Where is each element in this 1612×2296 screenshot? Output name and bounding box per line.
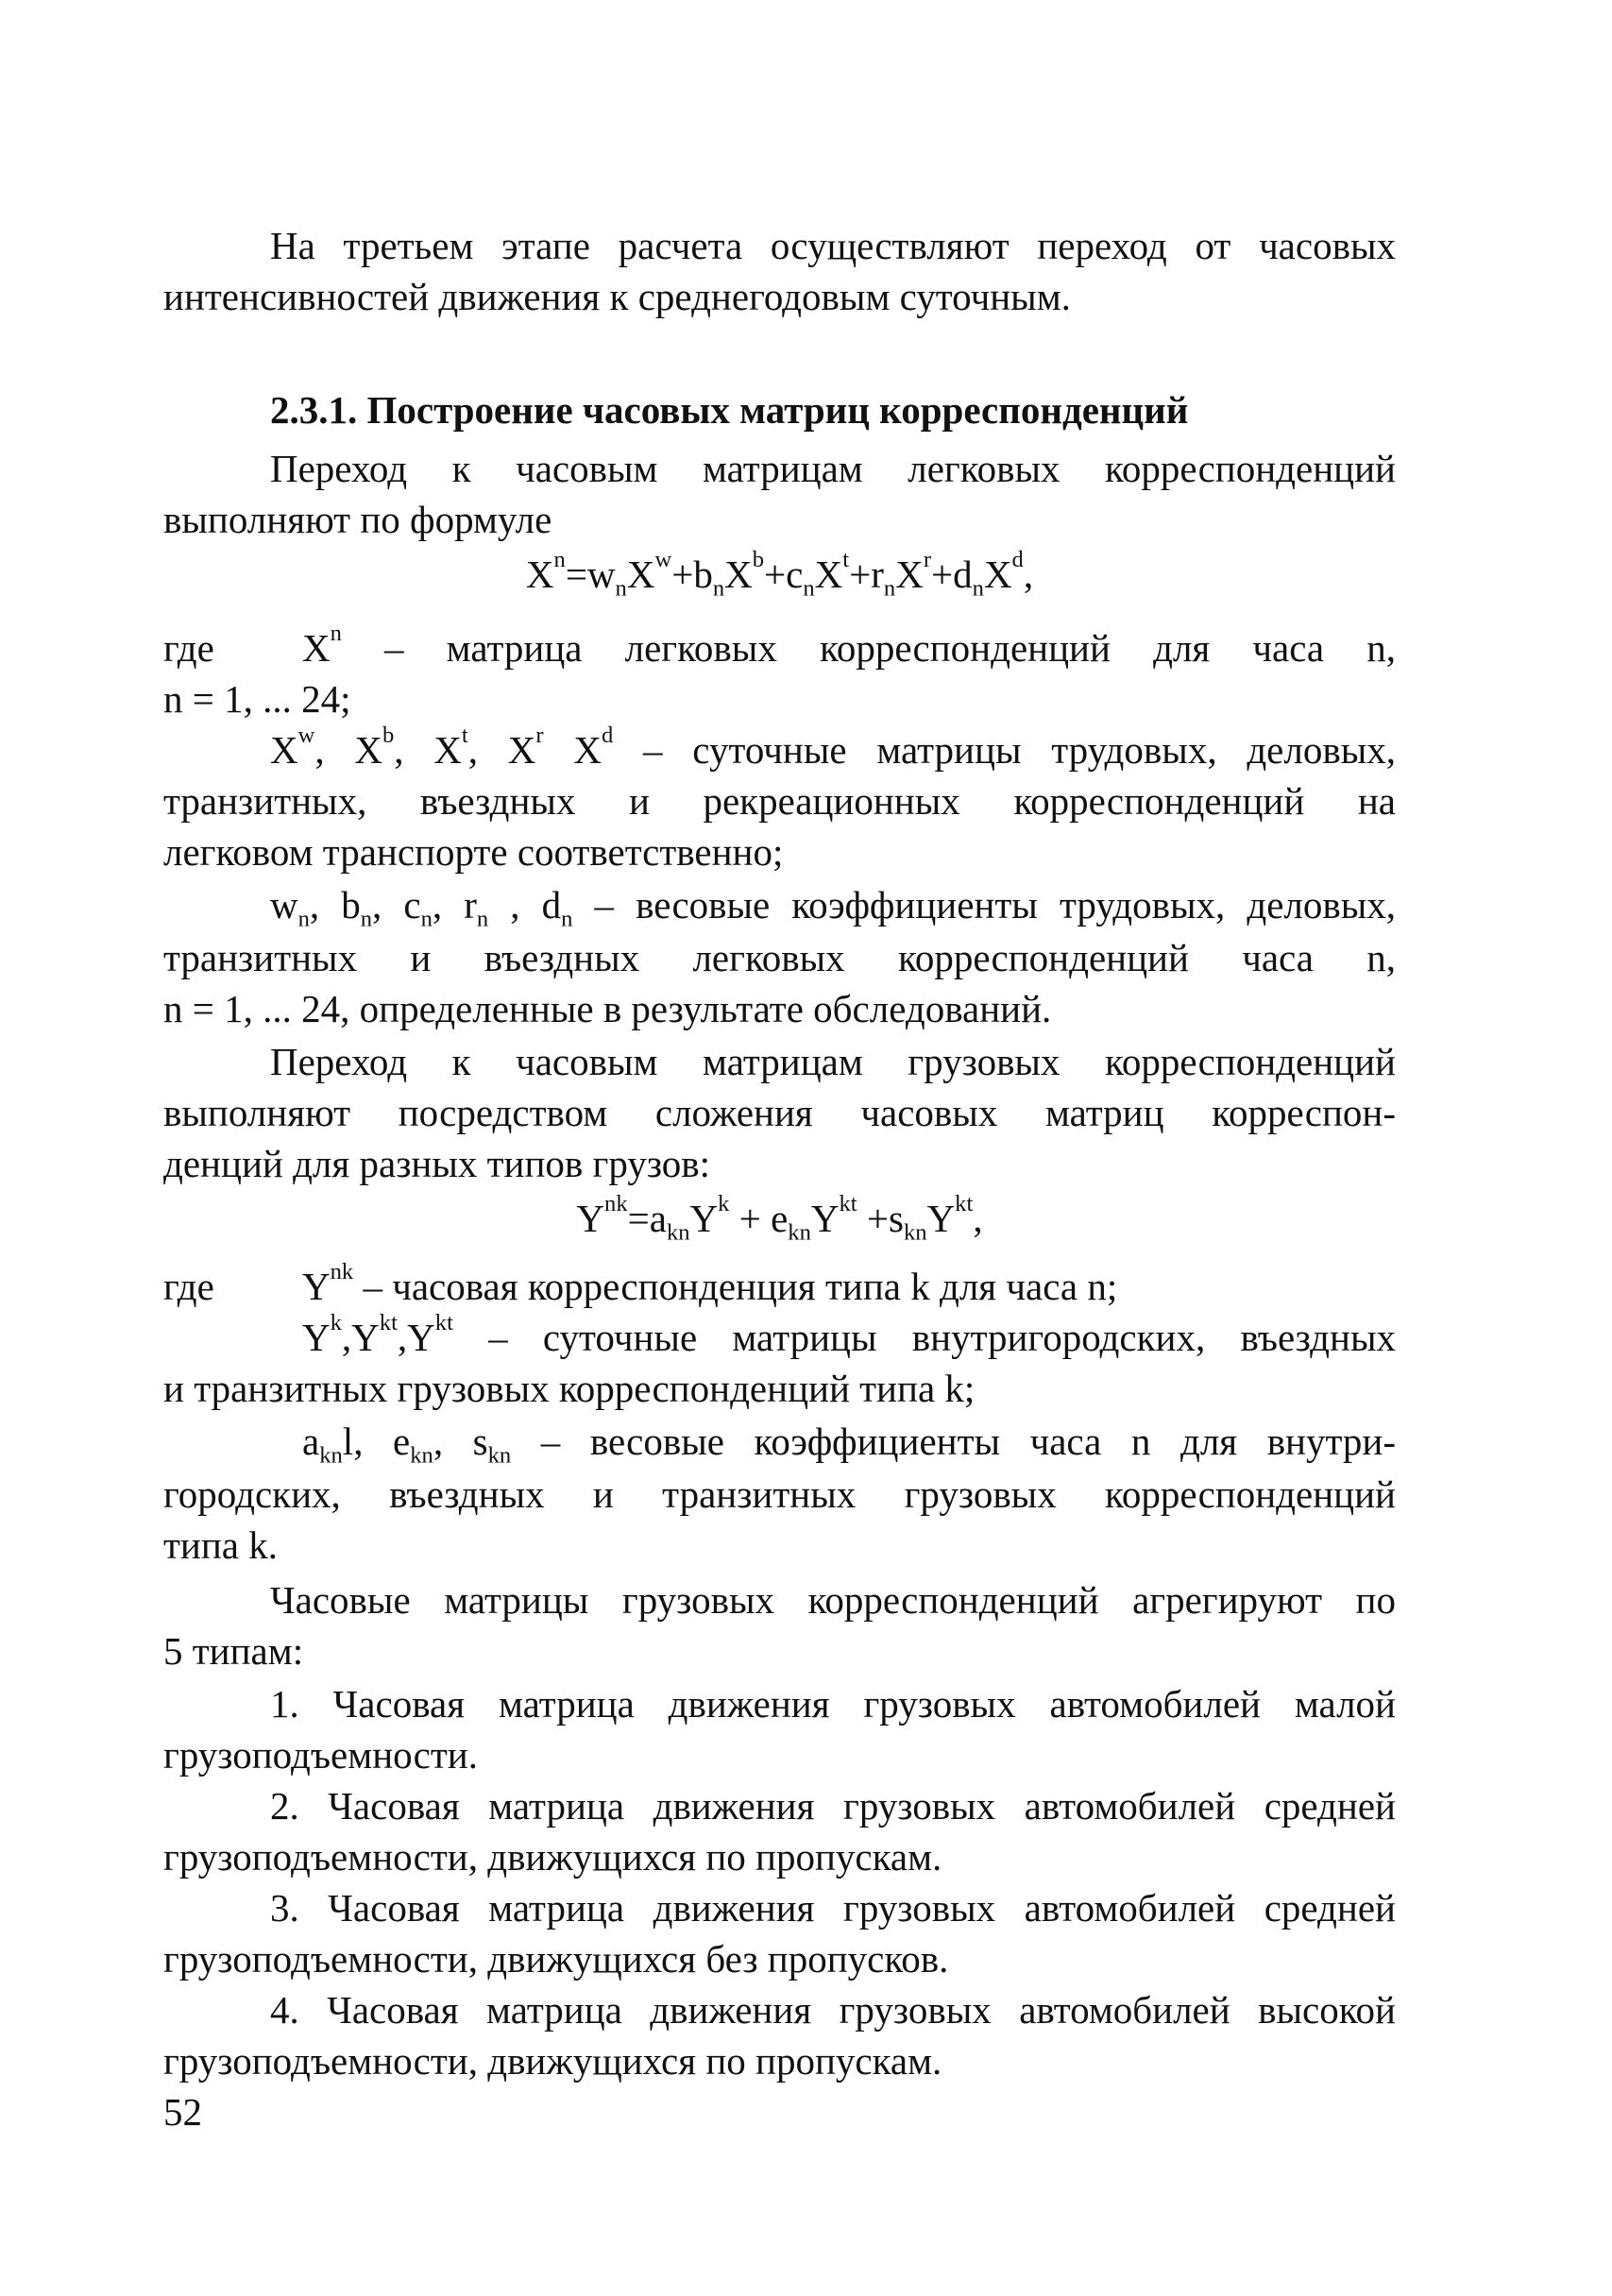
definition-line: транзитных и въездных легковых корреспонденций часа n, — [163, 936, 1396, 979]
definition-line: типа k. — [163, 1523, 278, 1567]
definition-line: n = 1, ... 24, определенные в результате обследований. — [163, 987, 1052, 1030]
formula-light: $X^n=w_nX^w+b_nX^b+c_nX^t+r_nX^r+d_nX^d$, — [525, 546, 1034, 602]
formula-freight: $Y^{nk}=a_{kn}Y^k + e_{kn}Y^{kt} +s_{kn}Y^{kt}$, — [576, 1190, 983, 1246]
paragraph-line: выполняют по формуле — [163, 498, 552, 541]
list-item: 3. Часовая матрица движения грузовых автомобилей средней — [270, 1886, 1396, 1930]
definition-line: $Y^{nk}$ – часовая корреспонденция типа k для часа n; — [302, 1258, 1118, 1308]
where-label: где — [163, 1265, 214, 1308]
paragraph-line: денций для разных типов грузов: — [163, 1142, 711, 1185]
paragraph-line: Переход к часовым матрицам грузовых корреспонденций — [270, 1040, 1396, 1083]
section-heading: 2.3.1. Построение часовых матриц корреспонденций — [270, 388, 1189, 432]
definition-line: $a_{kn}l$, $e_{kn}$, $s_{kn}$ – весовые коэффициенты часа n для внутри- — [302, 1420, 1397, 1469]
where-label: где — [163, 626, 214, 670]
definition-line: транзитных, въездных и рекреационных корреспонденций на — [163, 779, 1396, 823]
paragraph-line: интенсивностей движения к среднегодовым суточным. — [163, 275, 1071, 318]
paragraph-line: На третьем этапе расчета осуществляют переход от часовых — [270, 224, 1396, 267]
paragraph-line: Часовые матрицы грузовых корреспонденций агрегируют по — [270, 1578, 1396, 1622]
list-item-cont: грузоподъемности, движущихся без пропусков. — [163, 1937, 949, 1981]
definition-line: $X^n$ – матрица легковых корреспонденций для часа n, — [302, 620, 1396, 670]
definition-line: $Y^k,Y^{kt},Y^{kt}$ – суточные матрицы внутригородских, въездных — [302, 1309, 1396, 1359]
definition-line: $X^w$, $X^b$, $X^t$, $X^r$ $X^d$ – суточные матрицы трудовых, деловых, — [270, 722, 1397, 772]
list-item: 1. Часовая матрица движения грузовых автомобилей малой — [270, 1682, 1396, 1726]
definition-line: n = 1, ... 24; — [163, 677, 351, 721]
definition-line: и транзитных грузовых корреспонденций типа k; — [163, 1367, 976, 1410]
paragraph-line: 5 типам: — [163, 1629, 304, 1673]
definition-line: легковом транспорте соответственно; — [163, 830, 784, 874]
page-number: 52 — [163, 2090, 202, 2134]
list-item: 2. Часовая матрица движения грузовых автомобилей средней — [270, 1784, 1396, 1828]
definition-line: $w_n$, $b_n$, $c_n$, $r_n$ , $d_n$ – весовые коэффициенты трудовых, деловых, — [270, 883, 1397, 932]
list-item-cont: грузоподъемности, движущихся по пропускам. — [163, 1835, 942, 1879]
definition-line: городских, въездных и транзитных грузовых корреспонденций — [163, 1472, 1396, 1516]
list-item-cont: грузоподъемности, движущихся по пропускам. — [163, 2039, 942, 2083]
paragraph-line: выполняют посредством сложения часовых матриц корреспон- — [163, 1091, 1396, 1134]
list-item-cont: грузоподъемности. — [163, 1733, 478, 1777]
paragraph-line: Переход к часовым матрицам легковых корреспонденций — [270, 447, 1396, 490]
list-item: 4. Часовая матрица движения грузовых автомобилей высокой — [270, 1988, 1396, 2032]
